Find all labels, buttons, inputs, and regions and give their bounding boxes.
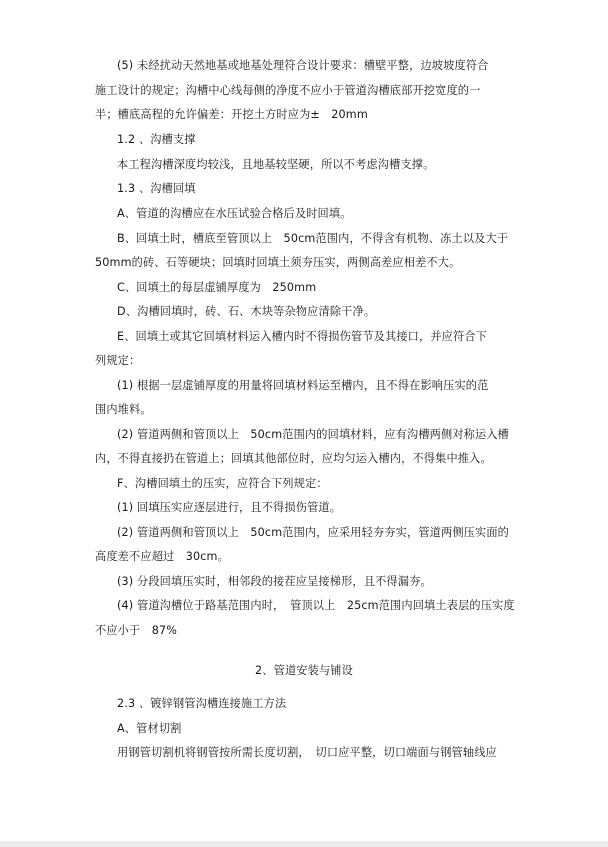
item-e1-1: (1) 根据一层虚铺厚度的用量将回填材料运至槽内，且不得在影响压实的范 xyxy=(117,379,489,392)
heading-2-3: 2.3 、镀锌钢管沟槽连接施工方法 xyxy=(117,697,287,710)
item-b-1: B、回填土时，槽底至管顶以上 50cm范围内，不得含有机物、冻土以及大于 xyxy=(117,232,509,245)
item-f4-1: (4) 管道沟槽位于路基范围内时， 管顶以上 25cm范围内回填土表层的压实度 xyxy=(117,599,515,612)
item-e-1: E、回填土或其它回填材料运入槽内时不得损伤管节及其接口，并应符合下 xyxy=(117,330,488,343)
paragraph-line-5-1: (5) 未经扰动天然地基或地基处理符合设计要求：槽壁平整，边坡坡度符合 xyxy=(117,59,489,72)
item-c: C、回填土的每层虚铺厚度为 250mm xyxy=(117,281,317,294)
page-bottom-edge xyxy=(0,841,608,847)
paragraph-line-5-3: 半；槽底高程的允许偏差：开挖土方时应为± 20mm xyxy=(95,108,368,121)
section-heading-2: 2、管道安装与铺设 xyxy=(255,664,353,677)
paragraph-support: 本工程沟槽深度均较浅，且地基较坚硬，所以不考虑沟槽支撑。 xyxy=(117,158,435,171)
item-d: D、沟槽回填时，砖、石、木块等杂物应清除干净。 xyxy=(117,305,376,318)
item-b-2: 50mm的砖、石等硬块；回填时回填土须夯压实，两侧高差应相差不大。 xyxy=(95,256,461,269)
subheading-a: A、管材切割 xyxy=(117,722,182,735)
item-f4-2: 不应小于 87% xyxy=(95,624,178,637)
item-e-2: 列规定： xyxy=(95,354,141,367)
item-f3: (3) 分段回填压实时，相邻段的接茬应呈接梯形，且不得漏夯。 xyxy=(117,575,432,588)
item-f2-2: 高度差不应超过 30cm。 xyxy=(95,550,229,563)
item-e2-2: 内，不得直接扔在管道上；回填其他部位时，应均匀运入槽内，不得集中推入。 xyxy=(95,452,492,465)
item-a: A、管道的沟槽应在水压试验合格后及时回填。 xyxy=(117,207,352,220)
item-e2-1: (2) 管道两侧和管顶以上 50cm范围内的回填材料，应有沟槽两侧对称运入槽 xyxy=(117,428,510,441)
item-f1: (1) 回填压实应逐层进行，且不得损伤管道。 xyxy=(117,501,342,514)
paragraph-line-5-2: 施工设计的规定；沟槽中心线每侧的净度不应小于管道沟槽底部开挖宽度的一 xyxy=(95,84,481,97)
heading-1-2: 1.2 、沟槽支撑 xyxy=(117,133,196,146)
heading-1-3: 1.3 、沟槽回填 xyxy=(117,182,196,195)
item-e1-2: 围内堆料。 xyxy=(95,403,152,416)
item-f2-1: (2) 管道两侧和管顶以上 50cm范围内，应采用轻夯夯实，管道两侧压实面的 xyxy=(117,526,510,539)
paragraph-cutting: 用钢管切割机将钢管按所需长度切割， 切口应平整，切口端面与钢管轴线应 xyxy=(117,746,497,759)
item-f: F、沟槽回填土的压实，应符合下列规定： xyxy=(117,477,328,490)
